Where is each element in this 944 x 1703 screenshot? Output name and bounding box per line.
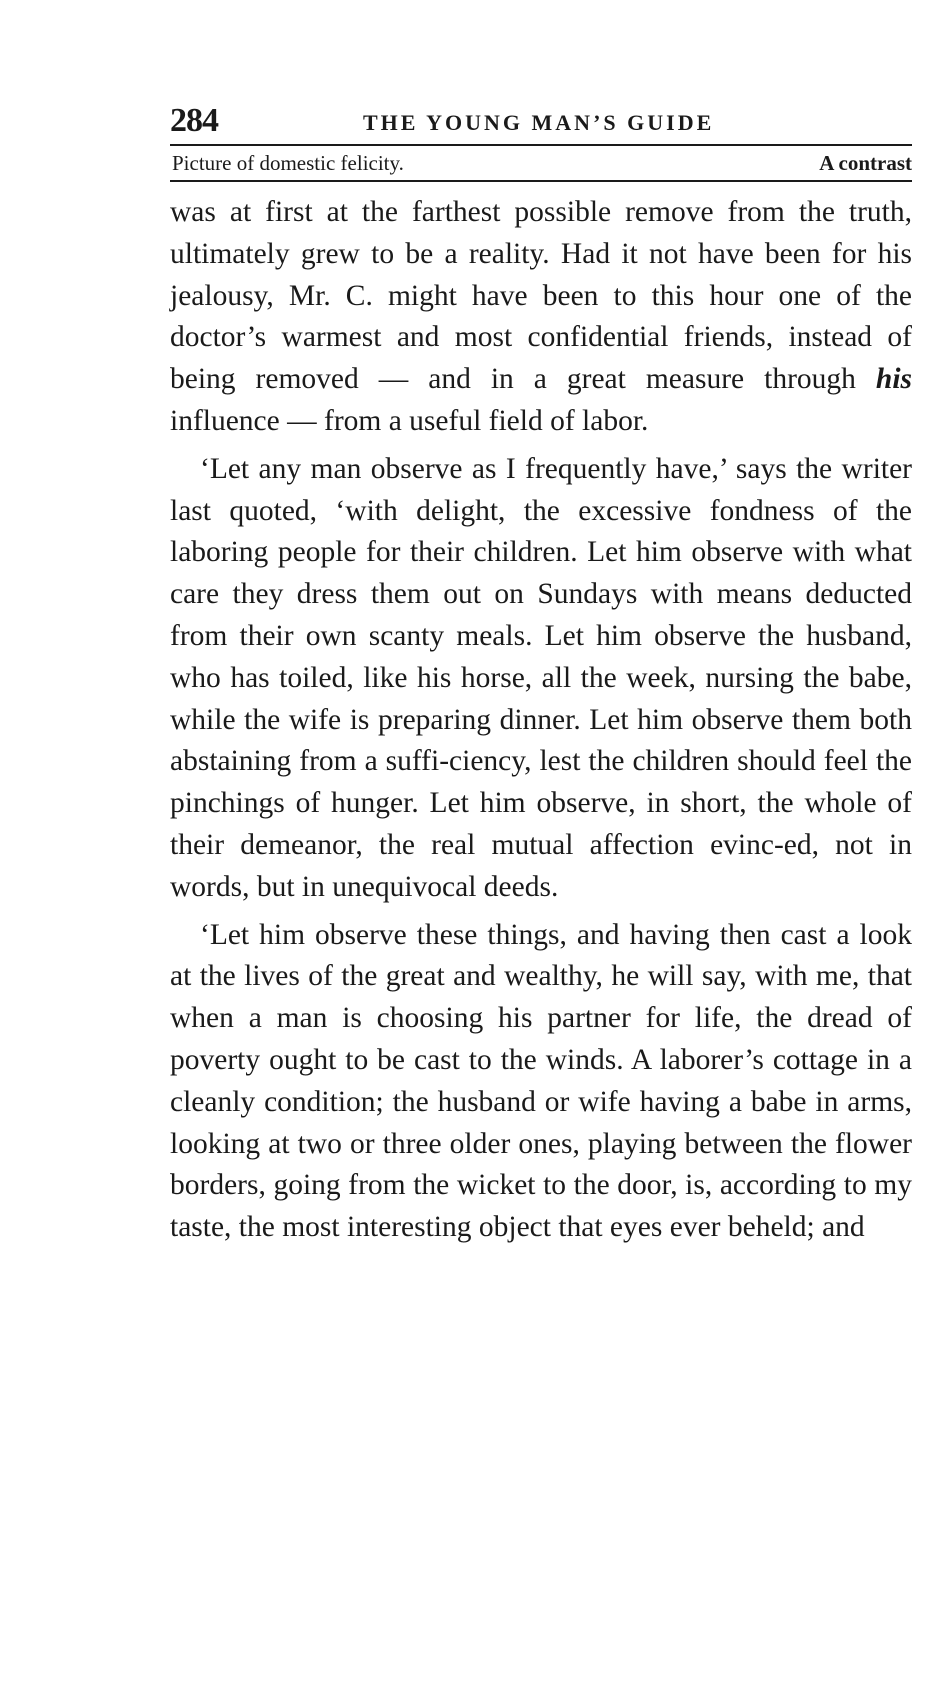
paragraph-3: ‘Let him observe these things, and having then cast a look at the lives of the great and wealthy, he will say, with me, that when a man is choosing his partner for life, the dread of poverty ought to be cast to the winds. A laborer’s cottage in a cleanly condition; the husband or wife having a babe in arms, looking at two or three older ones, playing between the flower borders, going from the wicket to the door, is, according to my taste, the most interesting object that eyes ever beheld; and (170, 918, 912, 1244)
paragraph-1-emphasis: his (875, 363, 912, 396)
left-subhead: Picture of domestic felicity. (172, 151, 404, 175)
book-title: THE YOUNG MAN’S GUIDE (363, 110, 715, 135)
book-page (170, 96, 912, 1249)
body-text (170, 192, 912, 1249)
page-number: 284 (170, 102, 218, 139)
paragraph-1 (170, 192, 912, 443)
paragraph-1-before: was at first at the farthest possible remove from the truth, ultimately grew to be a reality. Had it not have been for his jealousy, Mr. C. might have been to this hour one of the doctor’s warmest and most confidential friends, instead of being removed — and in a great measure through (170, 196, 912, 396)
right-subhead: A contrast (819, 151, 912, 175)
running-head (170, 96, 912, 140)
paragraph-2: ‘Let any man observe as I frequently have,’ says the writer last quoted, ‘with delight, the excessive fondness of the laboring people for their children. Let him observe with what care they dress them out on Sundays with means deducted from their own scanty meals. Let him observe the husband, who has toiled, like his horse, all the week, nursing the babe, while the wife is preparing dinner. Let him observe them both abstaining from a suffi-ciency, lest the children should feel the pinchings of hunger. Let him observe, in short, the whole of their demeanor, the real mutual affection evinc-ed, not in words, but in unequivocal deeds. (170, 452, 912, 903)
subhead-bar (170, 146, 912, 180)
header-rule-bottom (170, 180, 912, 182)
paragraph-1-after: influence — from a useful field of labor. (170, 404, 649, 437)
